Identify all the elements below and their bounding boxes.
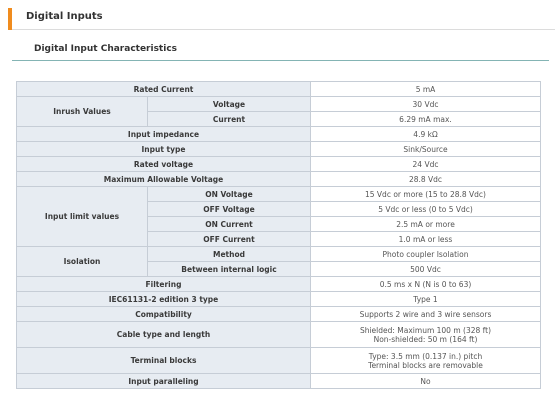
row-value: No: [311, 374, 541, 389]
table-row: [17, 292, 541, 307]
row-label: Rated voltage: [17, 157, 311, 172]
row-value: 28.8 Vdc: [311, 172, 541, 187]
sub-label: OFF Current: [148, 232, 311, 247]
sub-label: ON Voltage: [148, 187, 311, 202]
sub-label: Between internal logic: [148, 262, 311, 277]
row-label: Rated Current: [17, 82, 311, 97]
sub-label: Voltage: [148, 97, 311, 112]
section-divider: [12, 60, 549, 61]
row-label: Maximum Allowable Voltage: [17, 172, 311, 187]
table-row: [17, 172, 541, 187]
row-value: 5 mA: [311, 82, 541, 97]
table-row: [17, 187, 541, 202]
row-value: 15 Vdc or more (15 to 28.8 Vdc): [311, 187, 541, 202]
row-label: Filtering: [17, 277, 311, 292]
table-row: [17, 97, 541, 112]
row-label: Cable type and length: [17, 322, 311, 348]
row-value: [311, 348, 541, 374]
value-line: Non-shielded: 50 m (164 ft): [373, 334, 478, 344]
row-value: 6.29 mA max.: [311, 112, 541, 127]
table-row: [17, 157, 541, 172]
table-row: [17, 82, 541, 97]
sub-label: Method: [148, 247, 311, 262]
group-label: Input limit values: [17, 187, 148, 247]
row-value: 0.5 ms x N (N is 0 to 63): [311, 277, 541, 292]
table-row: [17, 277, 541, 292]
row-value: 1.0 mA or less: [311, 232, 541, 247]
group-label: Inrush Values: [17, 97, 148, 127]
row-value: Supports 2 wire and 3 wire sensors: [311, 307, 541, 322]
value-line: Shielded: Maximum 100 m (328 ft): [359, 325, 492, 335]
row-label: Input paralleling: [17, 374, 311, 389]
table-row: [17, 348, 541, 374]
table-row: [17, 247, 541, 262]
sub-label: Current: [148, 112, 311, 127]
row-label: Compatibility: [17, 307, 311, 322]
value-line: Terminal blocks are removable: [368, 360, 483, 370]
row-value: Type 1: [311, 292, 541, 307]
row-label: IEC61131-2 edition 3 type: [17, 292, 311, 307]
row-value: 30 Vdc: [311, 97, 541, 112]
row-value: 5 Vdc or less (0 to 5 Vdc): [311, 202, 541, 217]
section-title: Digital Input Characteristics: [34, 44, 178, 54]
row-value: 24 Vdc: [311, 157, 541, 172]
page-header: [8, 8, 555, 30]
sub-label: OFF Voltage: [148, 202, 311, 217]
row-value: 2.5 mA or more: [311, 217, 541, 232]
table-row: [17, 307, 541, 322]
row-value: 500 Vdc: [311, 262, 541, 277]
sub-label: ON Current: [148, 217, 311, 232]
characteristics-table: [16, 81, 541, 389]
row-value: Sink/Source: [311, 142, 541, 157]
page-title: Digital Inputs: [26, 11, 103, 22]
table-row: [17, 322, 541, 348]
row-value: Photo coupler Isolation: [311, 247, 541, 262]
table-row: [17, 127, 541, 142]
group-label: Isolation: [17, 247, 148, 277]
row-label: Terminal blocks: [17, 348, 311, 374]
header-accent-bar: [8, 8, 12, 30]
value-line: Type: 3.5 mm (0.137 in.) pitch: [368, 351, 483, 361]
table-row: [17, 142, 541, 157]
row-value: 4.9 kΩ: [311, 127, 541, 142]
table-row: [17, 374, 541, 389]
row-label: Input type: [17, 142, 311, 157]
row-value: [311, 322, 541, 348]
row-label: Input impedance: [17, 127, 311, 142]
